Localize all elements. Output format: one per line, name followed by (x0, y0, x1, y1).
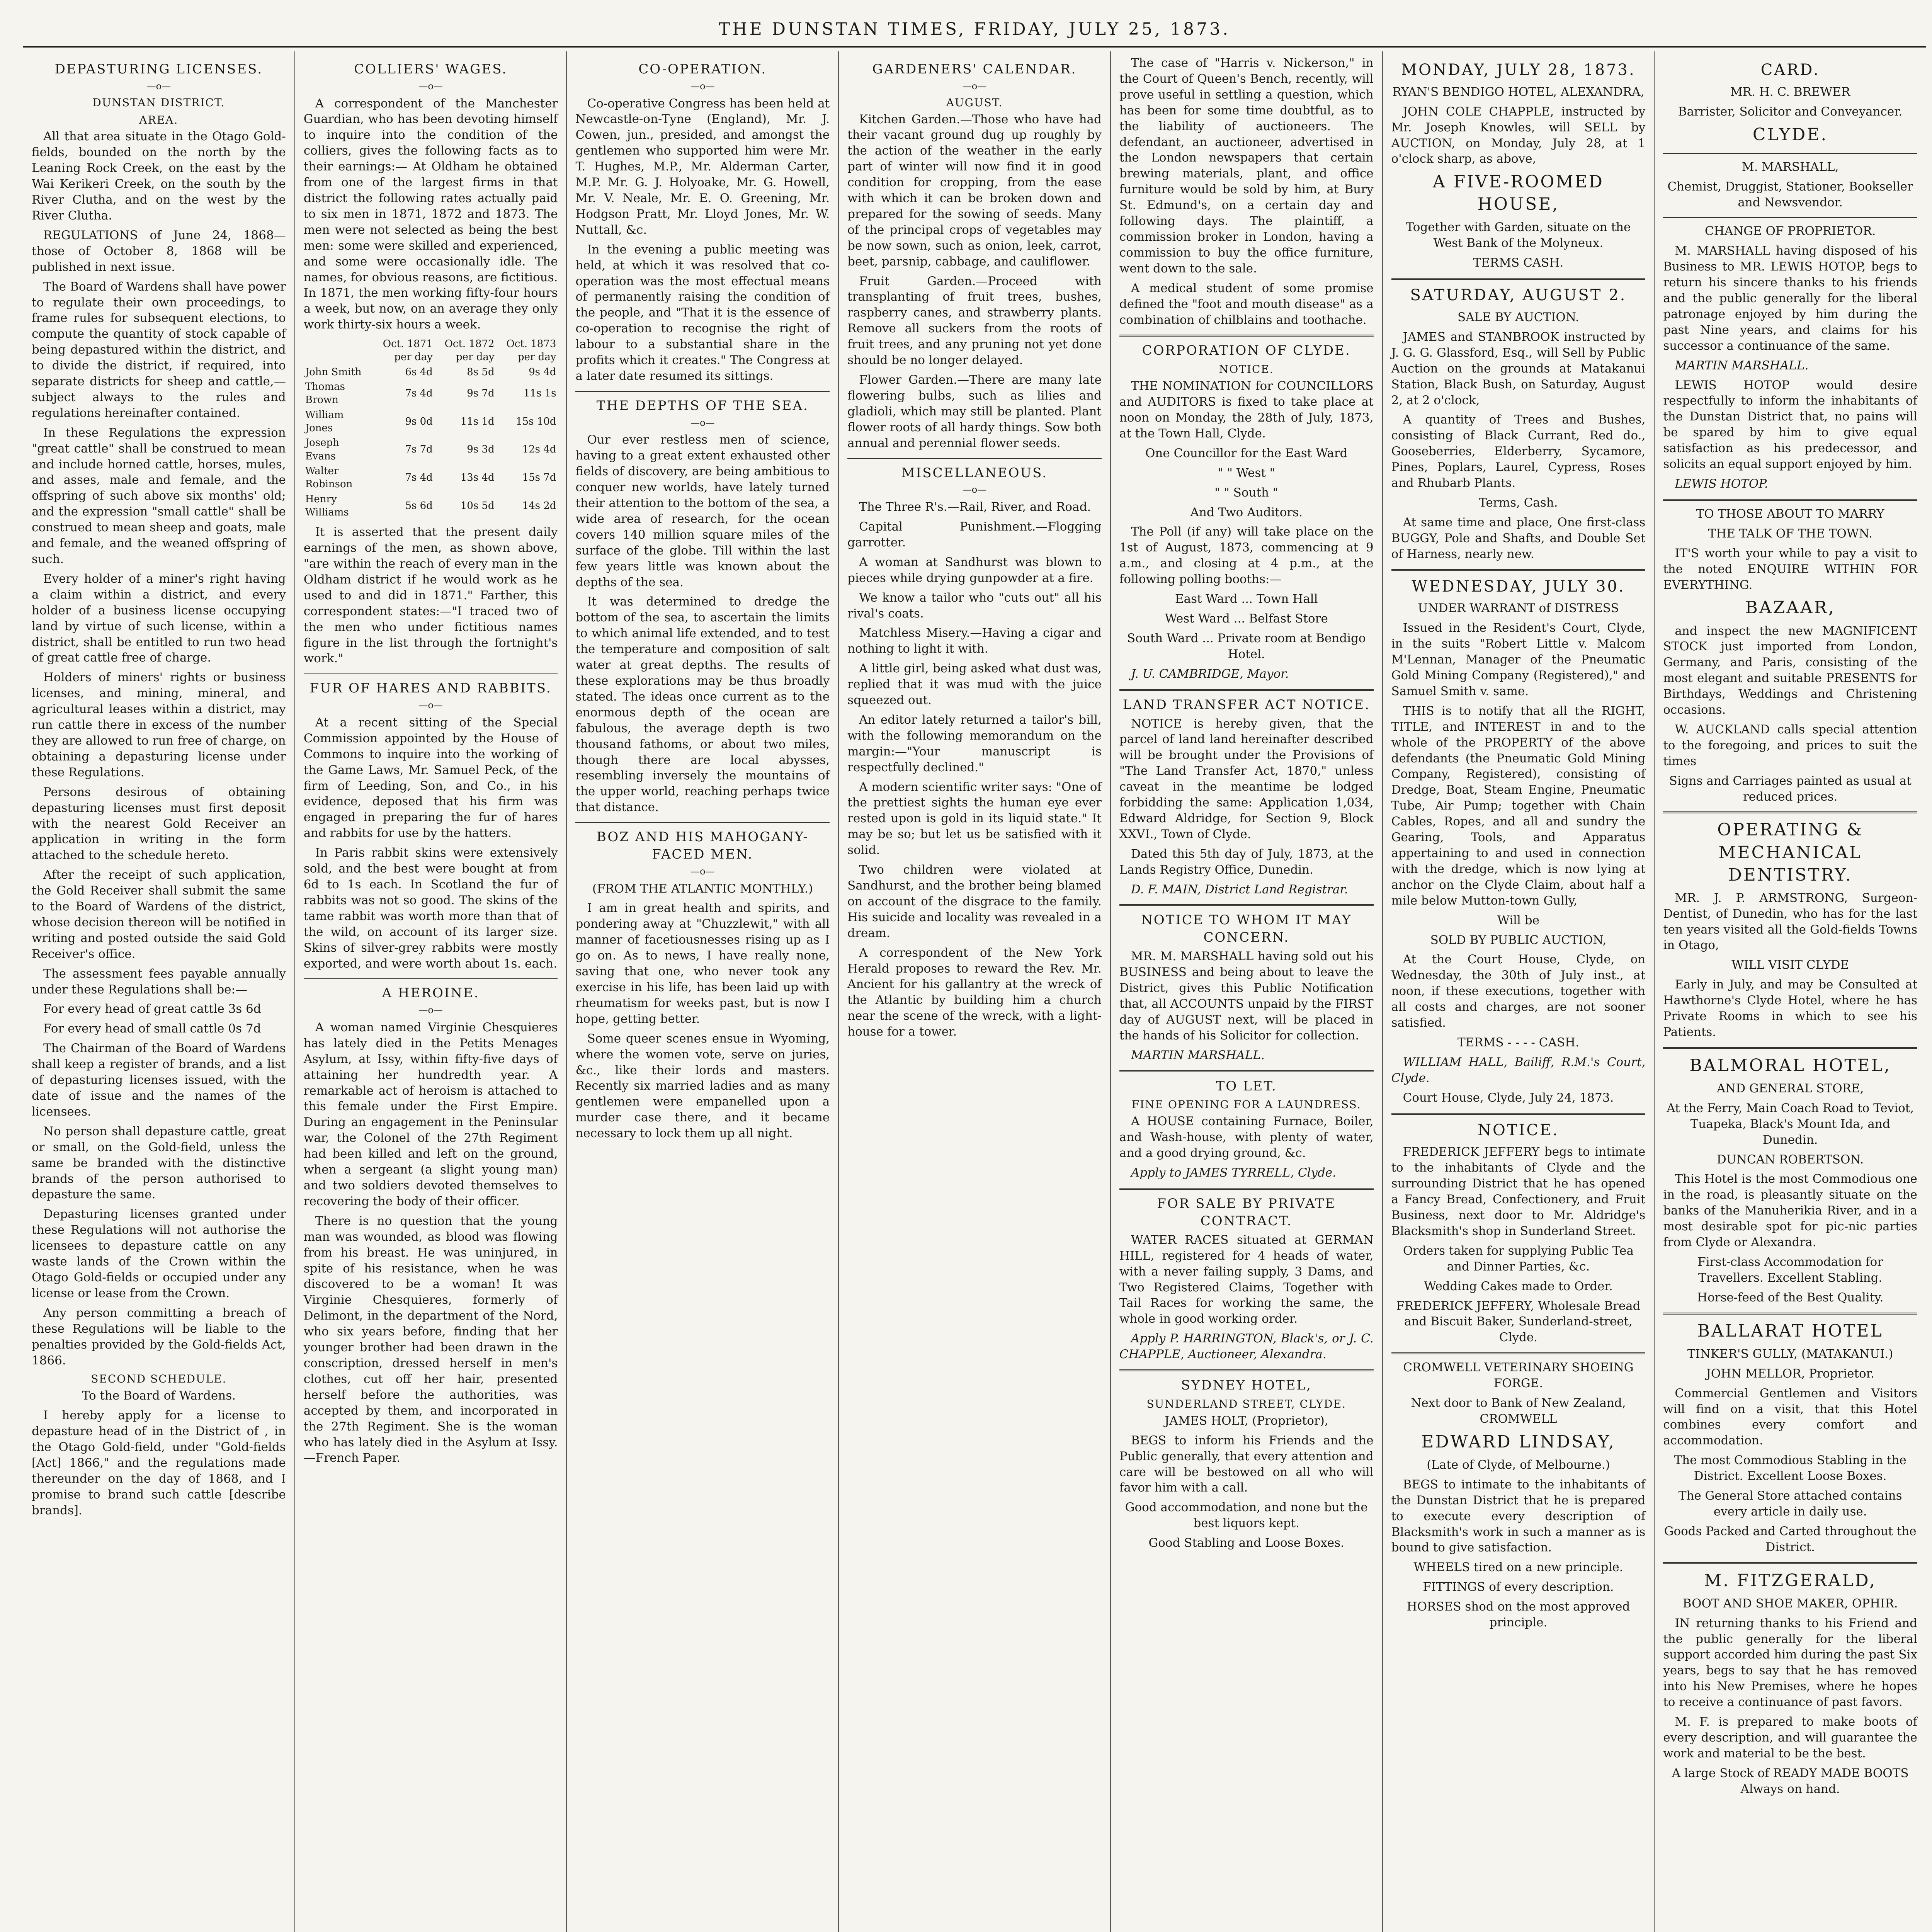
signature: WILLIAM HALL, Bailiff, R.M.'s Court, Clyde. (1391, 1055, 1646, 1085)
paragraph: An editor lately returned a tailor's bill, with the following memorandum on the margin:—"Your manuscript is respectfully declined." (847, 713, 1102, 774)
divider (1391, 569, 1646, 571)
column-3: CO-OPERATION. —o— Co-operative Congress has been held at Newcastle-on-Tyne (England), Mr. J. Cowen, jun., presided, and amongst the gentlemen who supported him were Mr. T. Hughes, M.P., Mr. Alderman Carter, M.P. Mr. G. J. Holyoake, Mr. G. Howell, Mr. V. Neale, Mr. E. O. Greening, Mr. Hodgson Pratt, Mr. Lloyd Jones, Mr. W. Nuttall, &c. In the evening a public meeting was held, at which it was resolved that co-operation was the most effectual means of permanently raising the condition of the people, and "That it is the essence of co-operation to recognise the right of labour to a substantial share in the profits which it creates." The Congress at a later date resumed its sittings. THE DEPTHS OF THE SEA. —o— Our ever restless men of science, having to a great extent exhausted other fields of discovery, are being ambitious to conquer new worlds, have lately turned their attention to the bottom of the sea, a wide area of research, for the ocean covers 140 million square miles of the surface of the globe. Till within the last few years little was known about the depths of the sea. It was determined to dredge the bottom of the sea, to ascertain the limits to which animal life extended, and to test the temperature and composition of salt water at great depths. The results of these explorations may be thus broadly stated. The ideas once current as to the enormous depth of the ocean are fabulous, the average depth is two thousand fathoms, or about two miles, though there are local abysses, resembling inversely the mountains of the upper world, reaching perhaps twice that distance. BOZ AND HIS MAHOGANY-FACED MEN. —o— (FROM THE ATLANTIC MONTHLY.) I am in great health and spirits, and pondering away at "Chuzzlewit," with all manner of facetiousnesses rising up as I go on. As to news, I have really none, saving that one, who never took any exercise in his life, has been laid up with rheumatism for weeks past, but is now I hope, getting better. Some queer scenes ensue in Wyoming, where the women vote, serve on juries, &c., like their lords and masters. Recently six married ladies and as many gentlemen were empanelled upon a murder case there, and it became necessary to lock them up all night. (567, 51, 839, 1932)
signature: Apply P. HARRINGTON, Black's, or J. C. CHAPPLE, Auctioneer, Alexandra. (1119, 1332, 1374, 1362)
column-6 (1383, 51, 1655, 1932)
change-heading: CHANGE OF PROPRIETOR. (1705, 224, 1876, 238)
depasturing-title: DEPASTURING LICENSES. (54, 61, 263, 77)
table-row: William Jones 9s 0d 11s 1d 15s 10d (305, 409, 556, 434)
depasturing-subtitle: DUNSTAN DISTRICT. (92, 96, 225, 109)
forge-heading: CROMWELL VETERINARY SHOEING FORGE. (1403, 1361, 1634, 1391)
divider (1663, 811, 1917, 813)
clyde-notice: NOTICE. (1219, 363, 1274, 376)
auction-date: SATURDAY, AUGUST 2. (1410, 286, 1627, 304)
paragraph: Holders of miners' rights or business licenses, and mining, mineral, and agricultural leases within a district, may run cattle there in excess of the number they are allowed to run free of charge, on obtaining a depasturing license under these Regulations. (32, 670, 286, 779)
divider (1119, 1369, 1374, 1371)
paragraph: For every head of great cattle 3s 6d (43, 1002, 261, 1016)
divider (1119, 1070, 1374, 1072)
signature: Apply to JAMES TYRRELL, Clyde. (1131, 1166, 1337, 1180)
ward-line: And Two Auditors. (1190, 505, 1303, 519)
ballarat-heading: BALLARAT HOTEL (1697, 1321, 1883, 1341)
paragraph: I am in great health and spirits, and pondering away at "Chuzzlewit," with all manner of facetiousnesses rising up as I go on. As to news, I have really none, saving that one, who never took any exercise in his life, has been laid up with rheumatism for weeks past, but is now I hope, getting better. (575, 901, 830, 1026)
paragraph: Persons desirous of obtaining depasturing licenses must first deposit with the nearest Gold Receiver an application in writing in the form attached to the schedule hereto. (32, 785, 286, 862)
paragraph: This Hotel is the most Commodious one in the road, is pleasantly situate on the banks of the Manuherikia River, and in a most desirable spot for pic-nic parties from Clyde or Alexandra. (1663, 1172, 1918, 1250)
terms: TERMS CASH. (1473, 256, 1564, 270)
dentistry-heading: OPERATING & MECHANICAL DENTISTRY. (1717, 820, 1864, 885)
paragraph: Fruit Garden.—Proceed with transplanting of fruit trees, bushes, raspberry canes, and strawberry plants. Remove all suckers from the roots of fruit trees, and any pruning not yet done should be no longer delayed. (847, 274, 1102, 367)
paragraph: CLYDE. (1752, 124, 1828, 145)
paragraph: Next door to Bank of New Zealand, CROMWELL (1411, 1396, 1626, 1426)
paragraph: First-class Accommodation for Travellers. Excellent Stabling. (1697, 1255, 1883, 1285)
paragraph: In the evening a public meeting was held, at which it was resolved that co-operation was the most effectual means of permanently raising the condition of the people, and "That it is the essence of co-operation to recognise the right of labour to a substantial share in the profits which it creates." The Congress at a later date resumed its sittings. (575, 242, 830, 383)
paragraph: Chemist, Druggist, Stationer, Bookseller and Newsvendor. (1667, 179, 1913, 209)
paragraph: MR. J. P. ARMSTRONG, Surgeon-Dentist, of Dunedin, who has for the last ten years visited all the Gold-fields Towns in Otago, (1663, 891, 1918, 952)
paragraph: THIS is to notify that all the RIGHT, TITLE, and INTEREST in and to the whole of the PROPERTY of the above defendants (the Pneumatic Gold Mining Company, Registered), consisting of Dredge, Boat, Steam Engine, Pneumatic Tube, Air Pump; together with Chain Cables, Ropes, and all and sundry the Gearing, Tools, and Apparatus appertaining to and used in connection with the dredge, which is now lying at anchor on the Clyde Claim, about half a mile below Mutton-town Gully, (1391, 704, 1646, 908)
paragraph: M. MARSHALL having disposed of his Business to MR. LEWIS HOTOP, begs to return his sincere thanks to his friends and the public generally for the liberal patronage enjoyed by him during the past Nine years, and claims for his successor a continuance of the same. (1663, 244, 1918, 353)
paragraph: All that area situate in the Otago Gold-fields, bounded on the north by the Leaning Rock Creek, on the east by the Wai Kerikeri Creek, on the south by the River Clutha, and on the west by the River Clutha. (32, 129, 286, 223)
fitzgerald-heading: M. FITZGERALD, (1704, 1570, 1877, 1590)
paragraph: Early in July, and may be Consulted at Hawthorne's Clyde Hotel, where he has Private Rooms in which to see his Patients. (1663, 978, 1918, 1039)
divider (1663, 499, 1917, 501)
coop-title: CO-OPERATION. (638, 61, 767, 77)
column-7 (1655, 51, 1926, 1932)
paragraph: At the Court House, Clyde, on Wednesday, the 30th of July inst., at noon, if these executions, together with all costs and charges, are not sooner satisfied. (1391, 952, 1646, 1030)
divider (1663, 217, 1917, 218)
paragraph: IT'S worth your while to pay a visit to the noted ENQUIRE WITHIN FOR EVERYTHING. (1663, 546, 1918, 592)
lindsay-heading: EDWARD LINDSAY, (1421, 1432, 1616, 1452)
paragraph: WATER RACES situated at GERMAN HILL, registered for 4 heads of water, with a never failing supply, 3 Dams, and Two Registered Claims, Together with Tail Races for working the same, the whole in good working order. (1119, 1233, 1374, 1326)
paragraph: Issued in the Resident's Court, Clyde, in the suits "Robert Little v. Malcom M'Lennan, Manager of the Pneumatic Gold Mining Company (Registered)," and Samuel Smith v. same. (1391, 621, 1646, 698)
paragraph: The assessment fees payable annually under these Regulations shall be:— (32, 966, 286, 997)
paragraph: A large Stock of READY MADE BOOTS Always on hand. (1672, 1766, 1909, 1796)
divider (1119, 1188, 1374, 1190)
paragraph: JOHN COLE CHAPPLE, instructed by Mr. Joseph Knowles, will SELL by AUCTION, on Monday, July 28, at 1 o'clock sharp, as above, (1391, 104, 1646, 166)
signature: J. U. CAMBRIDGE, Mayor. (1131, 667, 1289, 681)
divider (304, 673, 558, 674)
paragraph: Signs and Carriages painted as usual at reduced prices. (1669, 774, 1912, 804)
divider (575, 822, 830, 823)
talk-heading: THE TALK OF THE TOWN. (1708, 526, 1872, 541)
paragraph: Co-operative Congress has been held at Newcastle-on-Tyne (England), Mr. J. Cowen, jun., presided, and amongst the gentlemen who supported him were Mr. T. Hughes, M.P., Mr. Alderman Carter, M.P. Mr. G. J. Holyoake, Mr. G. Howell, Mr. V. Neale, Mr. E. O. Greening, Mr. Hodgson Pratt, Mr. Lloyd Jones, Mr. W. Nuttall, &c. (575, 96, 830, 237)
table-row: John Smith 6s 4d 8s 5d 9s 4d (305, 366, 556, 378)
paragraph: The General Store attached contains every article in daily use. (1678, 1489, 1902, 1519)
booth-line: West Ward ... Belfast Store (1165, 612, 1328, 626)
paragraph: At a recent sitting of the Special Commission appointed by the House of Commons to inquire into the working of the Game Laws, Mr. Samuel Peck, of the firm of Leeding, Son, and Co., in his evidence, deposed that his firm was engaged in preparing the fur of hares and rabbits for use by the hatters. (303, 715, 558, 840)
paragraph: Barrister, Solicitor and Conveyancer. (1678, 104, 1903, 119)
paragraph: HORSES shod on the most approved principle. (1406, 1600, 1630, 1630)
concern-title: NOTICE TO WHOM IT MAY CONCERN. (1141, 912, 1352, 946)
paragraph: A quantity of Trees and Bushes, consisting of Black Currant, Red do., Gooseberries, Elderberry, Sycamore, Pines, Poplars, Laurel, Cypress, Roses and Rhubarb Plants. (1391, 413, 1646, 490)
paragraph: Goods Packed and Carted throughout the District. (1664, 1524, 1917, 1554)
ward-line: " " West " (1218, 466, 1275, 480)
paragraph: After the receipt of such application, the Gold Receiver shall submit the same to the Board of Wardens of the district, whose decision thereon will be notified in writing and posted outside the said Gold Receiver's office. (32, 868, 286, 961)
paragraph: For every head of small cattle 0s 7d (43, 1022, 261, 1036)
column-1: DEPASTURING LICENSES. —o— DUNSTAN DISTRICT. AREA. All that area situate in the Otago Gold-fields, bounded on the north by the Leaning Rock Creek, on the east by the Wai Kerikeri Creek, on the south by the River Clutha, and on the west by the River Clutha. REGULATIONS of June 24, 1868—those of October 8, 1868 will be published in next issue. The Board of Wardens shall have power to regulate their own proceedings, to frame rules for subsequent elections, to compute the quantity of stock capable of being depastured within the district, and to divide the district, if required, into separate districts for sheep and cattle,—subject always to the rules and regulations hereinafter contained. In these Regulations the expression "great cattle" shall be construed to mean and include horned cattle, horses, mules, and asses, male and female, and the offspring of such above six months' old; and the expression "small cattle" shall be construed to mean sheep and goats, male and female, and the weaned offspring of such. Every holder of a miner's right having a claim within a district, and every holder of a business license occupying land by virtue of such license, within a district, shall be entitled to run two head of great cattle free of charge. Holders of miners' rights or business licenses, and mining, mineral, and agricultural leases within a district, may run cattle there in excess of the number they are allowed to run free of charge, on obtaining a depasturing license under these Regulations. Persons desirous of obtaining depasturing licenses must first deposit with the nearest Gold Receiver an application in writing in the form attached to the schedule hereto. After the receipt of such application, the Gold Receiver shall submit the same to the Board of Wardens of the district, whose decision thereon will be notified in writing and posted outside the said Gold Receiver's office. The assessment fees payable annually under these Regulations shall be:— For every head of great cattle 3s 6d For every head of small cattle 0s 7d The Chairman of the Board of Wardens shall keep a register of brands, and a list of depasturing licenses issued, with the date of issue and the names of the licensees. No person shall depasture cattle, great or small, on the Gold-field, unless the same be branded with the distinctive brands of the person authorised to depasture the same. Depasturing licenses granted under these Regulations will not authorise the licensees to depasture cattle on any waste lands of the Crown within the Otago Gold-fields or occupied under any license or lease from the Crown. Any person committing a breach of these Regulations will be liable to the penalties provided by the Gold-fields Act, 1866. SECOND SCHEDULE. To the Board of Wardens. I hereby apply for a license to depasture head of in the District of , in the Otago Gold-field, under "Gold-fields [Act] 1866," and the regulations made thereunder on the day of 1868, and I promise to brand such cattle [describe brands]. (23, 51, 295, 1932)
column-5 (1111, 51, 1383, 1932)
divider (1663, 1047, 1917, 1049)
paragraph: The case of "Harris v. Nickerson," in the Court of Queen's Bench, recently, will prove useful in settling a question, which has been for some time doubtful, as to the liability of auctioneers. The defendant, an auctioneer, advertised in the London newspapers that certain brewing materials, plant, and office furniture would be sold by him, at Bury St. Edmund's, on a certain day and following days. The plaintiff, a commission broker in London, having a commission to buy the office furniture, went down to the sale. (1119, 56, 1374, 276)
gardeners-month: AUGUST. (946, 96, 1003, 109)
schedule-label: SECOND SCHEDULE. (91, 1372, 227, 1386)
paragraph: The Three R's.—Rail, River, and Road. (859, 500, 1091, 514)
paragraph: Will be (1497, 913, 1539, 927)
paragraph: JOHN MELLOR, Proprietor. (1706, 1366, 1874, 1381)
boz-source: (FROM THE ATLANTIC MONTHLY.) (592, 881, 813, 896)
paragraph: The Chairman of the Board of Wardens shall keep a register of brands, and a list of depasturing licenses issued, with the date of issue and the names of the licensees. (32, 1041, 286, 1119)
paragraph: BOOT AND SHOE MAKER, OPHIR. (1682, 1596, 1898, 1611)
paragraph: At the Ferry, Main Coach Road to Teviot, Tuapeka, Black's Mount Ida, and Dunedin. (1667, 1101, 1914, 1147)
columns (23, 51, 1926, 1932)
paragraph: M. F. is prepared to make boots of every description, and will guarantee the work and material to be the best. (1663, 1715, 1918, 1760)
table-row: Thomas Brown 7s 4d 9s 7d 11s 1s (305, 381, 556, 406)
paragraph: Court House, Clyde, July 24, 1873. (1403, 1090, 1614, 1105)
auction-date: WEDNESDAY, JULY 30. (1412, 577, 1625, 595)
paragraph: A medical student of some promise defined the "foot and mouth disease" as a combination of chilblains and toothache. (1119, 281, 1374, 327)
divider (1663, 1562, 1917, 1564)
paragraph: MR. H. C. BREWER (1730, 85, 1850, 99)
paragraph: Some queer scenes ensue in Wyoming, where the women vote, serve on juries, &c., like their lords and masters. Recently six married ladies and as many gentlemen were empanelled upon a murder case there, and it became necessary to lock them up all night. (575, 1031, 830, 1141)
hares-title: FUR OF HARES AND RABBITS. (310, 680, 552, 696)
paragraph: Good accommodation, and none but the best liquors kept. (1125, 1500, 1368, 1531)
paragraph: DUNCAN ROBERTSON. (1716, 1152, 1864, 1167)
paragraph: Together with Garden, situate on the West Bank of the Molyneux. (1406, 220, 1631, 250)
area-label: AREA. (139, 113, 179, 126)
paragraph: It is asserted that the present daily earnings of the men, as shown above, "are within the reach of every man in the Oldham district if he would work as he used to and did in 1871." Farther, this correspondent states:—"I traced two of the men who under fictitious names figure in the list through the fortnight's work." (303, 525, 558, 666)
paragraph: IN returning thanks to his Friend and the public generally for the liberal support accorded him during the past Six years, begs to say that he has removed into his New Premises, where he hopes to receive a continuance of past favors. (1663, 1616, 1918, 1709)
hotel-line: RYAN'S BENDIGO HOTEL, ALEXANDRA, (1392, 85, 1645, 99)
divider (1391, 278, 1646, 280)
paragraph: There is no question that the young man was wounded, as blood was flowing from his breast. He was uninjured, in spite of his resistance, when he was discovered to be a woman! It was Virginie Chesquieres, formerly of Delimont, in the department of the Nord, who six years before, finding that her younger brother had been drawn in the conscription, dressed herself in men's clothes, cut off her hair, presented herself before the authorities, was accepted by them, and incorporated in the 27th Regiment. She is the woman who has lately died in the Asylum at Issy.—French Paper. (303, 1214, 558, 1465)
sale-heading: SALE BY AUCTION. (1458, 310, 1579, 324)
paragraph: A HOUSE containing Furnace, Boiler, and Wash-house, with plenty of water, and a good drying ground, &c. (1119, 1114, 1374, 1160)
paragraph: NOTICE is hereby given, that the parcel of land land hereinafter described will be brought under the Provisions of "The Land Transfer Act, 1870," unless caveat in the meantime be lodged forbidding the same: Application 1,034, Edward Aldridge, for Section 9, Block XXVI., Town of Clyde. (1119, 716, 1374, 841)
terms: TERMS - - - - CASH. (1457, 1035, 1579, 1049)
booth-line: South Ward ... Private room at Bendigo Hotel. (1127, 631, 1366, 661)
paragraph: It was determined to dredge the bottom of the sea, to ascertain the limits to which animal life extended, and to test the temperature and composition of salt water at great depths. The results of these explorations may be thus broadly stated. The ideas once current as to the enormous depth of the ocean are fabulous, the average depth is two thousand fathoms, or about two miles, though there are local abysses, resembling inversely the mountains of the upper world, reaching perhaps twice that distance. (575, 595, 830, 815)
paragraph: Flower Garden.—There are many late flowering bulbs, such as lilies and gladioli, which may still be planted. Plant flower roots of all hardy things. Sow both annual and perennial flower seeds. (847, 373, 1102, 450)
paragraph: Good Stabling and Loose Boxes. (1148, 1536, 1344, 1550)
paragraph: We know a tailor who "cuts out" all his rival's coats. (847, 590, 1102, 621)
wages-title: COLLIERS' WAGES. (354, 61, 508, 77)
paragraph: The Board of Wardens shall have power to regulate their own proceedings, to frame rules for subsequent elections, to compute the quantity of stock capable of being depastured within the district, and to divide the district, if required, into separate districts for sheep and cattle,—subject always to the rules and regulations hereinafter contained. (32, 279, 286, 420)
paragraph: SOLD BY PUBLIC AUCTION, (1430, 933, 1607, 947)
paragraph: Any person committing a breach of these Regulations will be liable to the penalties provided by the Gold-fields Act, 1866. (32, 1306, 286, 1367)
divider (1391, 1352, 1646, 1354)
signature: MARTIN MARSHALL. (1675, 358, 1809, 372)
paragraph: Two children were violated at Sandhurst, and the brother being blamed on account of the disgrace to the family. His suicide and locality was revealed in a dream. (847, 863, 1102, 940)
sydney-owner: JAMES HOLT, (Proprietor), (1164, 1413, 1328, 1428)
divider (575, 391, 830, 392)
bazaar-heading: BAZAAR, (1745, 598, 1835, 618)
paragraph: Kitchen Garden.—Those who have had their vacant ground dug up roughly by the action of the weather in the early part of winter will now find it in good condition for cropping, from the ease with which it can be broken down and prepared for the sowing of seeds. Many of the principal crops of vegetables may be now sown, such as onion, leek, carrot, beet, parsnip, cabbage, and cauliflower. (847, 112, 1102, 269)
paragraph: The most Commodious Stabling in the District. Excellent Loose Boxes. (1674, 1453, 1906, 1483)
visit-heading: WILL VISIT CLYDE (1731, 958, 1849, 972)
paragraph: Commercial Gentlemen and Visitors will find on a visit, that this Hotel combines every comfort and accommodation. (1663, 1386, 1918, 1448)
auction-date: MONDAY, JULY 28, 1873. (1401, 61, 1636, 79)
house-heading: A FIVE-ROOMED HOUSE, (1432, 172, 1604, 214)
paragraph: MR. M. MARSHALL having sold out his BUSINESS and being about to leave the District, gives this Public Notification that, all ACCOUNTS unpaid by the FIRST day of AUGUST next, will be placed in the hands of his Solicitor for collection. (1119, 949, 1374, 1043)
paragraph: TINKER'S GULLY, (MATAKANUI.) (1687, 1347, 1893, 1361)
paragraph: and inspect the new MAGNIFICENT STOCK just imported from London, Germany, and Paris, consisting of the most elegant and suitable PRESENTS for Birthdays, Weddings and Christening occasions. (1663, 624, 1918, 717)
paragraph: A woman at Sandhurst was blown to pieces while drying gunpowder at a fire. (847, 555, 1102, 585)
clyde-title: CORPORATION OF CLYDE. (1142, 343, 1351, 359)
paragraph: FITTINGS of every description. (1423, 1580, 1614, 1594)
signature: LEWIS HOTOP. (1675, 477, 1768, 491)
paragraph: BEGS to inform his Friends and the Public generally, that every attention and care will be bestowed on all who will favor him with a call. (1119, 1433, 1374, 1495)
divider (847, 458, 1102, 459)
let-title: TO LET. (1216, 1078, 1277, 1094)
sale-title: FOR SALE BY PRIVATE CONTRACT. (1157, 1196, 1336, 1229)
paragraph: REGULATIONS of June 24, 1868—those of October 8, 1868 will be published in next issue. (32, 228, 286, 274)
heroine-title: A HEROINE. (382, 985, 480, 1001)
table-row: Joseph Evans 7s 7d 9s 3d 12s 4d (305, 437, 556, 462)
paragraph: Wedding Cakes made to Order. (1424, 1279, 1613, 1293)
divider (1119, 335, 1374, 337)
distress-heading: UNDER WARRANT of DISTRESS (1418, 601, 1619, 616)
wages-table (304, 337, 558, 520)
table-row: Henry Williams 5s 6d 10s 5d 14s 2d (305, 493, 556, 518)
paragraph: Our ever restless men of science, having to a great extent exhausted other fields of discovery, are being ambitious to conquer new worlds, have lately turned their attention to the bottom of the sea, a wide area of research, for the ocean covers 140 million square miles of the surface of the globe. Till within the last few years little was known about the depths of the sea. (575, 433, 830, 589)
paragraph: WHEELS tired on a new principle. (1413, 1560, 1623, 1575)
balmoral-heading: BALMORAL HOTEL, (1689, 1055, 1891, 1075)
sydney-sub: SUNDERLAND STREET, CLYDE. (1146, 1397, 1347, 1410)
paragraph: Dated this 5th day of July, 1873, at the Lands Registry Office, Dunedin. (1119, 847, 1374, 877)
terms: Terms, Cash. (1479, 495, 1558, 510)
paragraph: A woman named Virginie Chesquieres has lately died in the Petits Menages Asylum, at Issy, within fifty-five days of attaining her hundredth year. A remarkable act of heroism is attached to this female under the First Empire. During an engagement in the Peninsular war, the Colonel of the 27th Regiment had been killed and left on the ground, when a sergeant (a slight young man) and two soldiers devoted themselves to recovering the body of their officer. (303, 1020, 558, 1208)
gardeners-title: GARDENERS' CALENDAR. (872, 61, 1077, 77)
paragraph: W. AUCKLAND calls special attention to the foregoing, and prices to suit the times (1663, 722, 1918, 768)
paragraph: (Late of Clyde, of Melbourne.) (1427, 1458, 1610, 1472)
paragraph: LEWIS HOTOP would desire respectfully to inform the inhabitants of the Dunstan District that, no pains will be spared by him to give equal satisfaction as his predecessor, and solicits an equal support enjoyed by him. (1663, 378, 1918, 471)
card-heading: CARD. (1760, 61, 1820, 79)
column-2: COLLIERS' WAGES. —o— A correspondent of the Manchester Guardian, who has been devoting himself to inquire into the condition of the colliers, gives the following facts as to their earnings:— At Oldham he obtained from one of the largest firms in that district the following rates actually paid to six men in 1871, 1872 and 1873. The men were not selected as being the best men: some were skilled and experienced, and some were occasionally idle. The names, for obvious reasons, are fictitious. In 1871, the men working fifty-four hours a week, but now, on an average they only work thirty-six hours a week. Oct. 1871 per day Oct. 1872 per day Oct. 1873 per day John Smith 6s 4d 8s 5d 9s 4d Thomas Brown 7s 4d 9s 7d 11s 1s William Jones 9s 0d 11s 1d 15s 10d Joseph Evans 7s 7d 9s 3d 12s 4d Walter Robinson 7s 4d 13s 4d 15s 7d Henry Williams 5s 6d 10s 5d 14s 2d It is asserted that the present daily earnings of the men, as shown above, "are within the reach of every man in the Oldham district if he would work as he used to and did in 1871." Farther, this correspondent states:—"I traced two of the men who under fictitious names figure in the list through the fortnight's work." FUR OF HARES AND RABBITS. —o— At a recent sitting of the Special Commission appointed by the House of Commons to inquire into the working of the Game Laws, Mr. Samuel Peck, of the firm of Leeding, Son, and Co., in his evidence, deposed that his firm was engaged in preparing the fur of hares and rabbits for use by the hatters. In Paris rabbit skins were extensively sold, and the best were bought at from 6d to 1s each. In Scotland the fur of rabbits was not so good. The skins of the tame rabbit was worth more than that of the wild, on account of its larger size. Skins of silver-grey rabbits were mostly exported, and were worth about 1s. each. A HEROINE. —o— A woman named Virginie Chesquieres has lately died in the Petits Menages Asylum, at Issy, within fifty-five days of attaining her hundredth year. A remarkable act of heroism is attached to this female under the First Empire. During an engagement in the Peninsular war, the Colonel of the 27th Regiment had been killed and left on the ground, when a sergeant (a slight young man) and two soldiers devoted themselves to recovering the body of their officer. There is no question that the young man was wounded, as blood was flowing from his breast. He was uninjured, in spite of his resistance, when he was discovered to be a woman! It was Virginie Chesquieres, formerly of Delimont, in the department of the Nord, who six years before, finding that her younger brother had been drawn in the conscription, dressed herself in men's clothes, cut off her hair, presented herself before the authorities, was accepted by them, and incorporated in the 27th Regiment. She is the woman who has lately died in the Asylum at Issy.—French Paper. (295, 51, 567, 1932)
signature: FREDERICK JEFFERY, Wholesale Bread and Biscuit Baker, Sunderland-street, Clyde. (1396, 1299, 1641, 1345)
paragraph: Capital Punishment.—Flogging garrotter. (847, 519, 1102, 549)
paragraph: A correspondent of the New York Herald proposes to reward the Rev. Mr. Ancient for his gallantry at the wreck of the Atlantic by building him a church near the scene of the wreck, with a light-house for a tower. (847, 946, 1102, 1039)
paragraph: Horse-feed of the Best Quality. (1697, 1290, 1884, 1304)
paragraph: M. MARSHALL, (1742, 160, 1839, 174)
schedule-to: To the Board of Wardens. (82, 1389, 236, 1403)
ward-line: One Councillor for the East Ward (1145, 446, 1348, 460)
paragraph: THE NOMINATION for COUNCILLORS and AUDITORS is fixed to take place at noon on Monday, the 28th of July, 1873, at the Town Hall, Clyde. (1119, 379, 1374, 440)
divider (1119, 904, 1374, 906)
table-row: Walter Robinson 7s 4d 13s 4d 15s 7d (305, 465, 556, 490)
divider (1119, 689, 1374, 691)
notice-heading: NOTICE. (1478, 1121, 1559, 1139)
paragraph: AND GENERAL STORE, (1716, 1081, 1864, 1095)
table-header-row: Oct. 1871 per day Oct. 1872 per day Oct. 1873 per day (383, 338, 556, 363)
sydney-title: SYDNEY HOTEL, (1181, 1378, 1312, 1393)
paragraph: Depasturing licenses granted under these Regulations will not authorise the licensees to depasture cattle on any waste lands of the Crown within the Otago Gold-fields or occupied under any license or lease from the Crown. (32, 1207, 286, 1300)
paragraph: The Poll (if any) will take place on the 1st of August, 1873, commencing at 9 a.m., and closing at 4 p.m., at the following polling booths:— (1119, 525, 1374, 587)
paragraph: A little girl, being asked what dust was, replied that it was mud with the juice squeezed out. (847, 662, 1102, 707)
ward-line: " " South " (1214, 485, 1279, 500)
divider (1663, 153, 1917, 154)
divider (304, 978, 558, 979)
divider (1391, 1113, 1646, 1115)
paragraph: JAMES and STANBROOK instructed by J. G. G. Glassford, Esq., will Sell by Public Auction on the grounds at Matakanui Station, Black Bush, on Saturday, August 2, at 2 o'clock, (1391, 330, 1646, 407)
marry-heading: TO THOSE ABOUT TO MARRY (1696, 507, 1884, 521)
land-title: LAND TRANSFER ACT NOTICE. (1122, 697, 1370, 713)
divider (1663, 1313, 1917, 1315)
masthead: THE DUNSTAN TIMES, FRIDAY, JULY 25, 1873. (23, 15, 1926, 48)
paragraph: In Paris rabbit skins were extensively sold, and the best were bought at from 6d to 1s each. In Scotland the fur of rabbits was not so good. The skins of the tame rabbit was worth more than that of the wild, on account of its larger size. Skins of silver-grey rabbits were mostly exported, and were worth about 1s. each. (303, 846, 558, 971)
paragraph: A correspondent of the Manchester Guardian, who has been devoting himself to inquire into the condition of the colliers, gives the following facts as to their earnings:— At Oldham he obtained from one of the largest firms in that district the following rates actually paid to six men in 1871, 1872 and 1873. The men were not selected as being the best men: some were skilled and experienced, and some were occasionally idle. The names, for obvious reasons, are fictitious. In 1871, the men working fifty-four hours a week, but now, on an average they only work thirty-six hours a week. (303, 96, 558, 332)
paragraph: No person shall depasture cattle, great or small, on the Gold-field, unless the same be branded with the distinctive brands of the person authorised to depasture the same. (32, 1124, 286, 1202)
paragraph: At same time and place, One first-class BUGGY, Pole and Shafts, and Double Set of Harness, nearly new. (1391, 515, 1646, 561)
depths-title: THE DEPTHS OF THE SEA. (596, 398, 809, 413)
column-4: GARDENERS' CALENDAR. —o— AUGUST. Kitchen Garden.—Those who have had their vacant ground dug up roughly by the action of the weather in the early part of winter will now find it in good condition for cropping, from the ease with which it can be broken down and prepared for the sowing of seeds. Many of the principal crops of vegetables may be now sown, such as onion, leek, carrot, beet, parsnip, cabbage, and cauliflower. Fruit Garden.—Proceed with transplanting of fruit trees, bushes, raspberry canes, and strawberry plants. Remove all suckers from the roots of fruit trees, and any pruning not yet done should be no longer delayed. Flower Garden.—There are many late flowering bulbs, such as lilies and gladioli, which may still be planted. Plant flower roots of all hardy things. Sow both annual and perennial flower seeds. MISCELLANEOUS. —o— The Three R's.—Rail, River, and Road. Capital Punishment.—Flogging garrotter. A woman at Sandhurst was blown to pieces while drying gunpowder at a fire. We know a tailor who "cuts out" all his rival's coats. Matchless Misery.—Having a cigar and nothing to light it with. A little girl, being asked what dust was, replied that it was mud with the juice squeezed out. An editor lately returned a tailor's bill, with the following memorandum on the margin:—"Your manuscript is respectfully declined." A modern scientific writer says: "One of the prettiest sights the human eye ever rested upon is gold in its liquid state." It may be so; but let us be satisfied with it solid. Two children were violated at Sandhurst, and the brother being blamed on account of the disgrace to the family. His suicide and locality was revealed in a dream. A correspondent of the New York Herald proposes to reward the Rev. Mr. Ancient for his gallantry at the wreck of the Atlantic by building him a church near the scene of the wreck, with a light-house for a tower. (839, 51, 1111, 1932)
paragraph: A modern scientific writer says: "One of the prettiest sights the human eye ever rested upon is gold in its liquid state." It may be so; but let us be satisfied with it solid. (847, 780, 1102, 857)
paragraph: Orders taken for supplying Public Tea and Dinner Parties, &c. (1403, 1243, 1634, 1274)
signature: MARTIN MARSHALL. (1131, 1048, 1265, 1062)
paragraph: FREDERICK JEFFERY begs to intimate to the inhabitants of Clyde and the surrounding District that he has opened a Fancy Bread, Confectionery, and Fruit Business, next door to Mr. Aldridge's Blacksmith's shop in Sunderland Street. (1391, 1145, 1646, 1238)
paragraph: BEGS to intimate to the inhabitants of the Dunstan District that he is prepared to execute every description of Blacksmith's work in such a manner as is bound to give satisfaction. (1391, 1477, 1646, 1555)
misc-title: MISCELLANEOUS. (901, 465, 1048, 481)
boz-title: BOZ AND HIS MAHOGANY-FACED MEN. (596, 829, 809, 862)
let-sub: FINE OPENING FOR A LAUNDRESS. (1131, 1098, 1361, 1111)
signature: D. F. MAIN, District Land Registrar. (1131, 882, 1348, 896)
paragraph: Matchless Misery.—Having a cigar and nothing to light it with. (847, 626, 1102, 656)
paragraph: In these Regulations the expression "great cattle" shall be construed to mean and include horned cattle, horses, mules, and asses, male and female, and the offspring of such above six months' old; and the expression "small cattle" shall be construed to mean sheep and goats, male and female, and the weaned offspring of such. (32, 425, 286, 566)
paragraph: Every holder of a miner's right having a claim within a district, and every holder of a business license occupying land by virtue of such license, within a district, shall be entitled to run two head of great cattle free of charge. (32, 571, 286, 665)
booth-line: East Ward ... Town Hall (1175, 592, 1318, 606)
schedule-text: I hereby apply for a license to depasture head of in the District of , in the Otago Gold-field, under "Gold-fields [Act] 1866," and the regulations made thereunder on the day of 1868, and I promise to brand such cattle [describe brands]. (32, 1408, 286, 1517)
